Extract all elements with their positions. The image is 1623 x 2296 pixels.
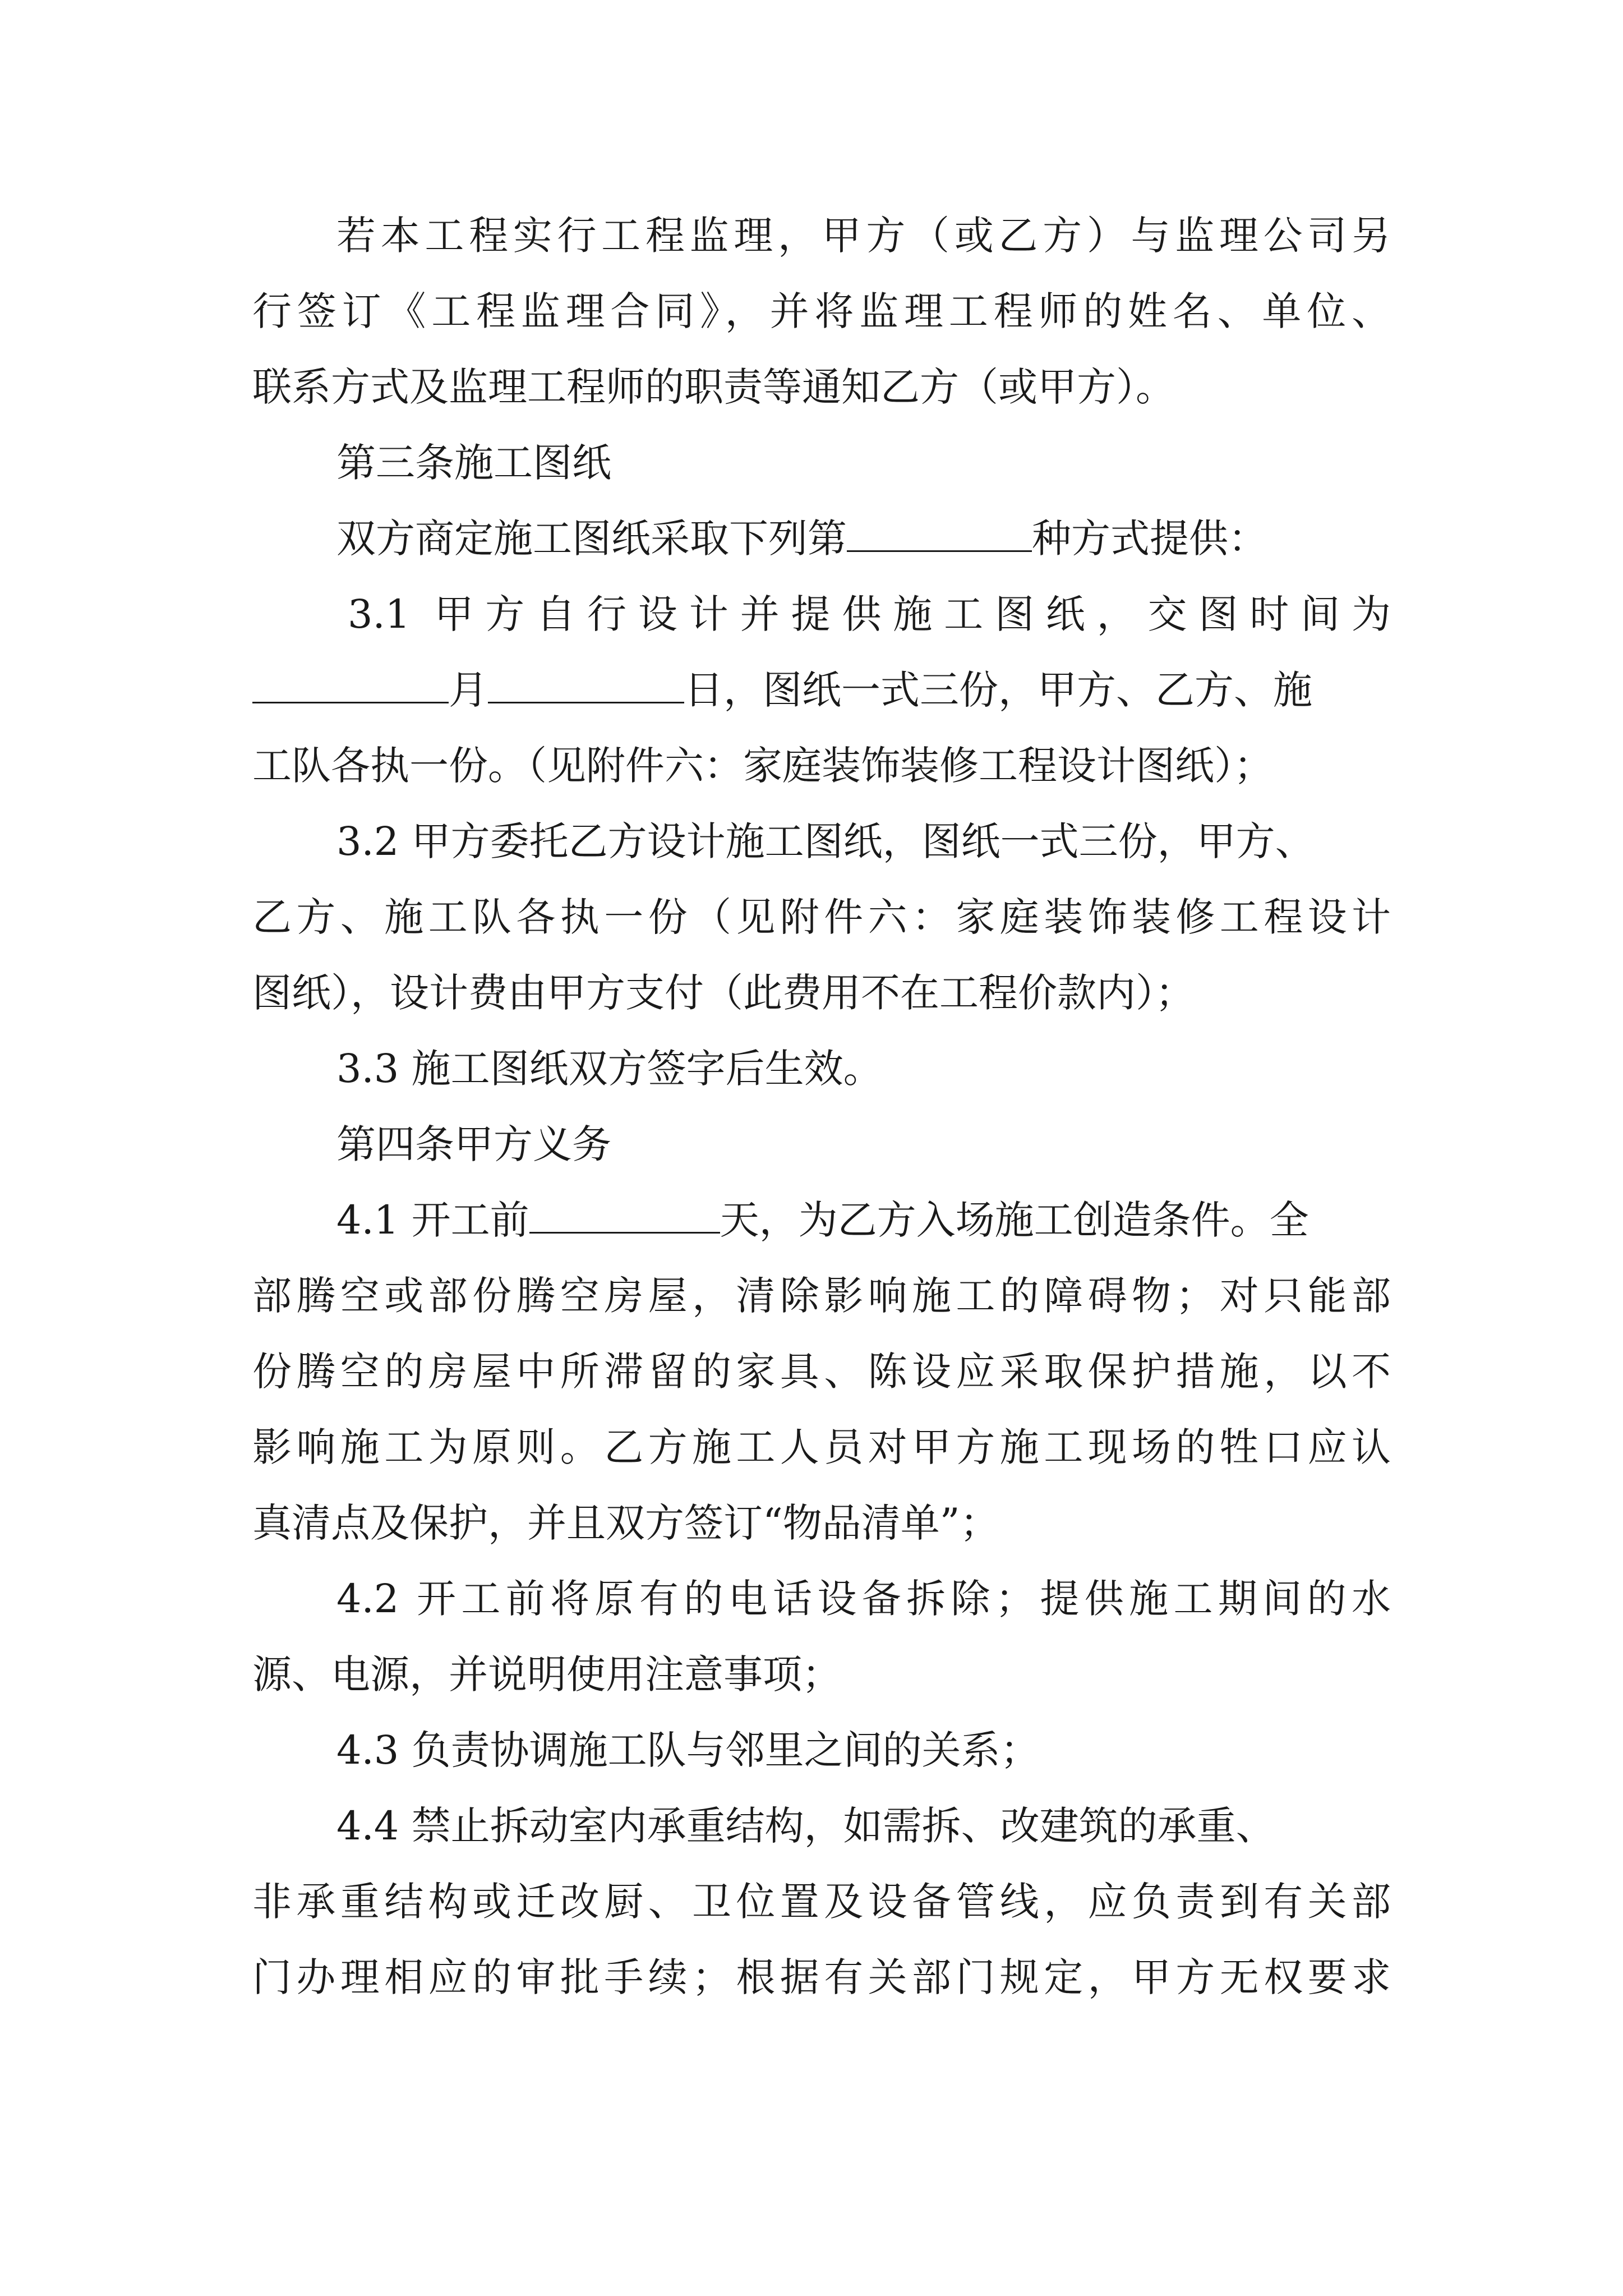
text-run: 门办理相应的审批手续；根据有关部门规定，甲方无权要求 bbox=[252, 1954, 1391, 2000]
text-run: 日，图纸一式三份，甲方、乙方、施 bbox=[684, 667, 1312, 713]
paragraph-line bbox=[252, 586, 1391, 642]
paragraph-line bbox=[252, 1192, 1391, 1248]
text-run: 4.2 开工前将原有的电话设备拆除；提供施工期间的水 bbox=[336, 1576, 1391, 1622]
paragraph-line bbox=[252, 1949, 1391, 2005]
section-heading-text: 第三条施工图纸 bbox=[336, 440, 611, 486]
paragraph-line bbox=[252, 1571, 1391, 1627]
text-run: 行签订《工程监理合同》，并将监理工程师的姓名、单位、 bbox=[252, 288, 1391, 334]
text-run: 乙方、施工队各执一份（见附件六：家庭装饰装修工程设计 bbox=[252, 894, 1391, 940]
paragraph-line bbox=[252, 1646, 1391, 1703]
paragraph-line bbox=[252, 1874, 1391, 1930]
text-run: 3.1 甲方自行设计并提供施工图纸，交图时间为 bbox=[348, 591, 1391, 637]
text-run: 影响施工为原则。乙方施工人员对甲方施工现场的牲口应认 bbox=[252, 1424, 1391, 1470]
fill-in-blank[interactable] bbox=[529, 1197, 720, 1234]
text-run: 真清点及保护，并且双方签订“物品清单”； bbox=[252, 1500, 999, 1546]
paragraph-line bbox=[252, 283, 1391, 339]
paragraph-line bbox=[252, 1343, 1391, 1400]
paragraph-line bbox=[252, 813, 1391, 869]
fill-in-blank[interactable] bbox=[847, 516, 1032, 552]
text-run: 种方式提供： bbox=[1032, 516, 1267, 562]
text-run: 若本工程实行工程监理，甲方（或乙方）与监理公司另 bbox=[336, 213, 1391, 259]
paragraph-line bbox=[252, 510, 1391, 567]
paragraph-line bbox=[252, 1798, 1391, 1854]
paragraph-line bbox=[252, 1722, 1391, 1778]
text-run: 月 bbox=[449, 667, 488, 713]
paragraph-line bbox=[252, 359, 1391, 415]
text-run: 联系方式及监理工程师的职责等通知乙方（或甲方）。 bbox=[252, 364, 1175, 410]
section-heading-text: 第四条甲方义务 bbox=[336, 1121, 611, 1167]
text-run: 部腾空或部份腾空房屋，清除影响施工的障碍物；对只能部 bbox=[252, 1273, 1391, 1319]
paragraph-line bbox=[252, 1495, 1391, 1551]
paragraph-line bbox=[252, 1419, 1391, 1475]
text-run: 3.3 施工图纸双方签字后生效。 bbox=[336, 1046, 883, 1092]
text-run: 双方商定施工图纸采取下列第 bbox=[336, 516, 847, 562]
paragraph-line bbox=[252, 1268, 1391, 1324]
text-run: 4.1 开工前 bbox=[336, 1197, 529, 1243]
fill-in-blank[interactable] bbox=[252, 667, 449, 703]
text-run: 4.3 负责协调施工队与邻里之间的关系； bbox=[336, 1727, 1040, 1773]
text-run: 图纸），设计费由甲方支付（此费用不在工程价款内）； bbox=[252, 970, 1195, 1016]
text-run: 源、电源，并说明使用注意事项； bbox=[252, 1651, 841, 1697]
paragraph-line bbox=[252, 1041, 1391, 1097]
paragraph-line bbox=[252, 208, 1391, 264]
paragraph-line bbox=[252, 662, 1391, 718]
section-heading bbox=[252, 435, 1391, 491]
text-run: 非承重结构或迁改厨、卫位置及设备管线，应负责到有关部 bbox=[252, 1879, 1391, 1925]
text-run: 份腾空的房屋中所滞留的家具、陈设应采取保护措施，以不 bbox=[252, 1349, 1391, 1395]
text-run: 工队各执一份。（见附件六：家庭装饰装修工程设计图纸）； bbox=[252, 743, 1273, 789]
section-heading bbox=[252, 1116, 1391, 1172]
text-run: 4.4 禁止拆动室内承重结构，如需拆、改建筑的承重、 bbox=[336, 1803, 1275, 1849]
paragraph-line bbox=[252, 738, 1391, 794]
fill-in-blank[interactable] bbox=[488, 667, 684, 703]
paragraph-line bbox=[252, 889, 1391, 945]
paragraph-line bbox=[252, 965, 1391, 1021]
text-run: 3.2 甲方委托乙方设计施工图纸，图纸一式三份，甲方、 bbox=[336, 818, 1315, 864]
text-run: 天，为乙方入场施工创造条件。全 bbox=[720, 1197, 1309, 1243]
